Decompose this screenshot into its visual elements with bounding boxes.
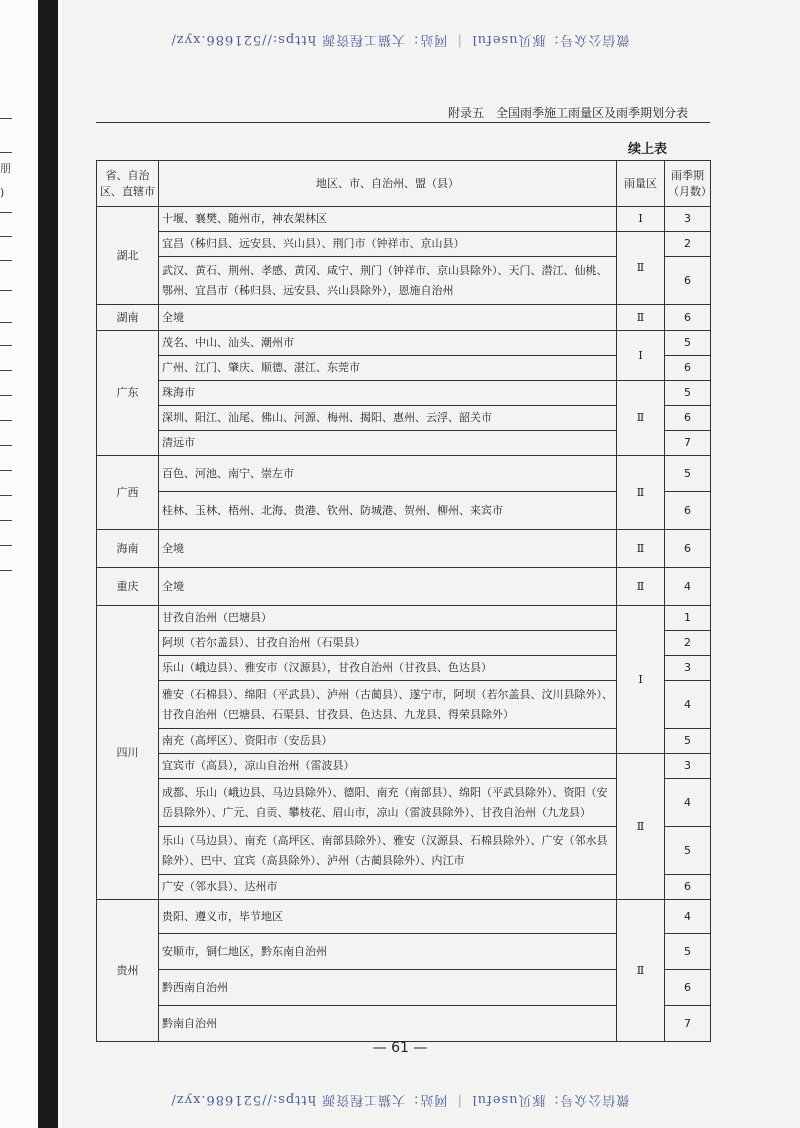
months-cell: 2	[665, 232, 711, 257]
region-cell: 甘孜自治州（巴塘县）	[159, 606, 617, 631]
months-cell: 5	[665, 381, 711, 406]
header-zone: 雨量区	[617, 161, 665, 207]
page-number: — 61 —	[372, 1040, 428, 1056]
continued-label: 续上表	[628, 142, 668, 157]
months-cell: 5	[665, 331, 711, 356]
spine-mark	[0, 236, 12, 237]
months-cell: 1	[665, 606, 711, 631]
table-row	[97, 232, 711, 257]
months-cell: 5	[665, 456, 711, 492]
months-cell: 4	[665, 900, 711, 934]
months-cell: 3	[665, 754, 711, 779]
zone-cell: Ⅰ	[617, 606, 665, 754]
province-cell: 重庆	[97, 568, 159, 606]
spine-fragment: )	[0, 186, 5, 199]
spine-mark	[0, 420, 12, 421]
table-row	[97, 606, 711, 631]
months-cell: 2	[665, 631, 711, 656]
region-cell: 南充（高坪区）、资阳市（安岳县）	[159, 729, 617, 754]
spine-shadow	[38, 0, 58, 1128]
region-cell: 百色、河池、南宁、崇左市	[159, 456, 617, 492]
table-row	[97, 331, 711, 356]
province-cell: 广东	[97, 331, 159, 456]
region-cell: 安顺市，铜仁地区，黔东南自治州	[159, 934, 617, 970]
header-rule	[96, 122, 710, 123]
header-region: 地区、市、自治州、盟（县）	[159, 161, 617, 207]
region-cell: 武汉、黄石、荆州、孝感、黄冈、咸宁、荆门（钟祥市、京山县除外）、天门、潜江、仙桃、鄂州、宜昌市（秭归县、远安县、兴山县除外），恩施自治州	[159, 257, 617, 305]
spine-mark	[0, 520, 12, 521]
table-row	[97, 305, 711, 331]
months-cell: 6	[665, 305, 711, 331]
region-cell: 黔西南自治州	[159, 970, 617, 1006]
region-cell: 乐山（马边县）、南充（高坪区、南部县除外）、雅安（汉源县、石棉县除外）、广安（邻水县除外）、巴中、宜宾（高县除外）、泸州（古蔺县除外）、内江市	[159, 827, 617, 875]
region-cell: 桂林、玉林、梧州、北海、贵港、钦州、防城港、贺州、柳州、来宾市	[159, 492, 617, 530]
region-cell: 深圳、阳江、汕尾、佛山、河源、梅州、揭阳、惠州、云浮、韶关市	[159, 406, 617, 431]
spine-mark	[0, 395, 12, 396]
province-cell: 湖南	[97, 305, 159, 331]
months-cell: 6	[665, 875, 711, 900]
book-spine-edge	[0, 0, 62, 1128]
months-cell: 3	[665, 207, 711, 232]
months-cell: 6	[665, 356, 711, 381]
months-cell: 6	[665, 406, 711, 431]
spine-mark	[0, 445, 12, 446]
months-cell: 3	[665, 656, 711, 681]
spine-mark	[0, 345, 12, 346]
spine-mark	[0, 470, 12, 471]
zone-cell: Ⅰ	[617, 207, 665, 232]
region-cell: 茂名、中山、汕头、潮州市	[159, 331, 617, 356]
months-cell: 5	[665, 827, 711, 875]
zone-cell: Ⅰ	[617, 331, 665, 381]
region-cell: 宜昌（秭归县、远安县、兴山县）、荆门市（钟祥市、京山县）	[159, 232, 617, 257]
table-row	[97, 456, 711, 492]
header-province: 省、自治区、直辖市	[97, 161, 159, 207]
months-cell: 7	[665, 431, 711, 456]
province-cell: 四川	[97, 606, 159, 900]
spine-mark	[0, 260, 12, 261]
region-cell: 雅安（石棉县）、绵阳（平武县）、泸州（古蔺县）、遂宁市，阿坝（若尔盖县、汶川县除外）、甘孜自治州（巴塘县、石渠县、甘孜县、色达县、九龙县、得荣县除外）	[159, 681, 617, 729]
watermark-bottom: 微信公众号：豚贝useful ｜ 网站：大猫工程资源 https://521686.xyz/	[170, 1092, 630, 1107]
months-cell: 4	[665, 568, 711, 606]
table-row	[97, 568, 711, 606]
region-cell: 广安（邻水县）、达州市	[159, 875, 617, 900]
running-header: 附录五 全国雨季施工雨量区及雨季期划分表	[448, 106, 689, 120]
table-header-row	[97, 161, 711, 207]
spine-mark	[0, 118, 12, 119]
zone-cell: Ⅱ	[617, 381, 665, 456]
spine-mark	[0, 212, 12, 213]
zone-cell: Ⅱ	[617, 754, 665, 900]
region-cell: 乐山（峨边县）、雅安市（汉源县），甘孜自治州（甘孜县、色达县）	[159, 656, 617, 681]
province-cell: 湖北	[97, 207, 159, 305]
header-months: 雨季期（月数）	[665, 161, 711, 207]
months-cell: 5	[665, 729, 711, 754]
months-cell: 6	[665, 530, 711, 568]
months-cell: 6	[665, 257, 711, 305]
months-cell: 6	[665, 970, 711, 1006]
spine-mark	[0, 545, 12, 546]
table-row	[97, 530, 711, 568]
months-cell: 6	[665, 492, 711, 530]
rainy-season-table	[96, 160, 711, 1042]
region-cell: 全境	[159, 568, 617, 606]
province-cell: 贵州	[97, 900, 159, 1042]
months-cell: 5	[665, 934, 711, 970]
region-cell: 珠海市	[159, 381, 617, 406]
spine-fragment: 朋	[0, 162, 11, 175]
region-cell: 贵阳、遵义市，毕节地区	[159, 900, 617, 934]
spine-mark	[0, 495, 12, 496]
region-cell: 成都、乐山（峨边县、马边县除外）、德阳、南充（南部县）、绵阳（平武县除外）、资阳（安岳县除外）、广元、自贡、攀枝花、眉山市，凉山（雷波县除外）、甘孜自治州（九龙县）	[159, 779, 617, 827]
province-cell: 广西	[97, 456, 159, 530]
zone-cell: Ⅱ	[617, 456, 665, 530]
region-cell: 宜宾市（高县），凉山自治州（雷波县）	[159, 754, 617, 779]
zone-cell: Ⅱ	[617, 305, 665, 331]
region-cell: 广州、江门、肇庆、顺德、湛江、东莞市	[159, 356, 617, 381]
spine-mark	[0, 322, 12, 323]
province-cell: 海南	[97, 530, 159, 568]
region-cell: 清远市	[159, 431, 617, 456]
months-cell: 4	[665, 681, 711, 729]
table-row	[97, 207, 711, 232]
spine-mark	[0, 570, 12, 571]
region-cell: 黔南自治州	[159, 1006, 617, 1042]
zone-cell: Ⅱ	[617, 568, 665, 606]
region-cell: 阿坝（若尔盖县）、甘孜自治州（石渠县）	[159, 631, 617, 656]
watermark-top: 微信公众号：豚贝useful ｜ 网站：大猫工程资源 https://521686.xyz/	[170, 32, 630, 47]
months-cell: 4	[665, 779, 711, 827]
table-row	[97, 381, 711, 406]
region-cell: 十堰、襄樊、随州市，神农架林区	[159, 207, 617, 232]
spine-mark	[0, 152, 12, 153]
zone-cell: Ⅱ	[617, 530, 665, 568]
spine-mark	[0, 370, 12, 371]
spine-mark	[0, 290, 12, 291]
table-row	[97, 900, 711, 934]
zone-cell: Ⅱ	[617, 900, 665, 1042]
table-row	[97, 754, 711, 779]
region-cell: 全境	[159, 305, 617, 331]
region-cell: 全境	[159, 530, 617, 568]
months-cell: 7	[665, 1006, 711, 1042]
zone-cell: Ⅱ	[617, 232, 665, 305]
